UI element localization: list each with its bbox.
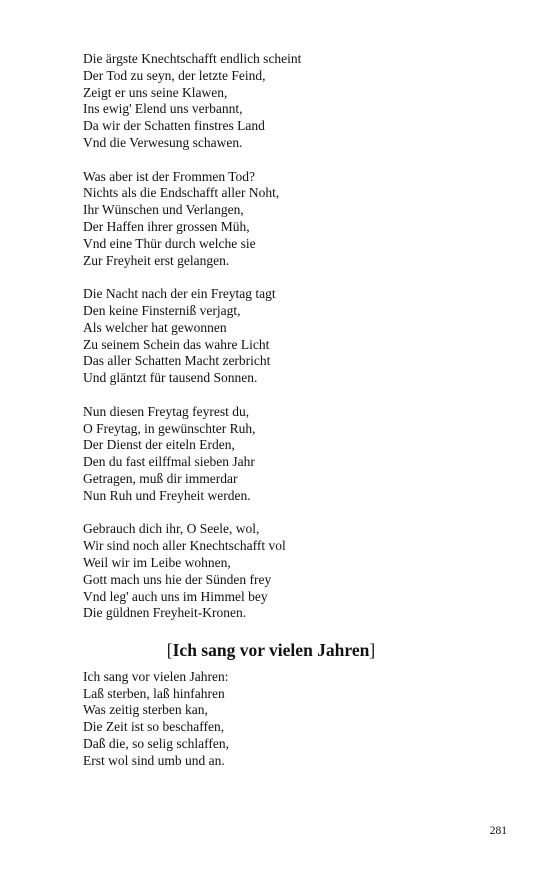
verse-line: Gebrauch dich ihr, O Seele, wol, bbox=[83, 521, 260, 537]
verse-line: Erst wol sind umb und an. bbox=[83, 752, 225, 768]
verse-line: Die Nacht nach der ein Freytag tagt bbox=[83, 286, 276, 302]
verse-line: Die güldnen Freyheit-Kronen. bbox=[83, 605, 247, 621]
bracket-close: ] bbox=[369, 639, 376, 660]
verse-line: Daß die, so selig schlaffen, bbox=[83, 736, 229, 752]
stanza bbox=[83, 669, 483, 770]
verse-line: Den du fast eilffmal sieben Jahr bbox=[83, 454, 255, 470]
verse-line: O Freytag, in gewünschter Ruh, bbox=[83, 420, 256, 436]
verse-line: Der Tod zu seyn, der letzte Feind, bbox=[83, 67, 266, 83]
verse-line: Die Zeit ist so beschaffen, bbox=[83, 719, 225, 735]
verse-line: Den keine Finsterniß verjagt, bbox=[83, 302, 241, 318]
verse-line: Ich sang vor vielen Jahren: bbox=[83, 668, 229, 684]
verse-line: Da wir der Schatten finstres Land bbox=[83, 118, 265, 134]
verse-line: Vnd eine Thür durch welche sie bbox=[83, 235, 256, 251]
verse-line: Als welcher hat gewonnen bbox=[83, 319, 227, 335]
verse-line: Vnd leg' auch uns im Himmel bey bbox=[83, 588, 268, 604]
verse-line: Was aber ist der Frommen Tod? bbox=[83, 168, 256, 184]
stanza bbox=[83, 404, 483, 505]
verse-line: Nun Ruh und Freyheit werden. bbox=[83, 487, 251, 503]
verse-line: Wir sind noch aller Knechtschafft vol bbox=[83, 538, 286, 554]
verse-line: Der Haffen ihrer grossen Müh, bbox=[83, 218, 250, 234]
verse-line: Der Dienst der eiteln Erden, bbox=[83, 437, 235, 453]
page-number: 281 bbox=[489, 825, 507, 837]
bracket-open: [ bbox=[166, 639, 173, 660]
verse-line: Nichts als die Endschafft aller Noht, bbox=[83, 185, 280, 201]
verse-line: Gott mach uns hie der Sünden frey bbox=[83, 571, 272, 587]
stanza bbox=[83, 51, 483, 152]
verse-line: Ihr Wünschen und Verlangen, bbox=[83, 202, 244, 218]
poem-title-text: Ich sang vor vielen Jahren bbox=[172, 639, 370, 660]
verse-line: Und gläntzt für tausend Sonnen. bbox=[83, 370, 258, 386]
verse-line: Vnd die Verwesung schawen. bbox=[83, 134, 243, 150]
verse-line: Zeigt er uns seine Klawen, bbox=[83, 84, 228, 100]
verse-line: Das aller Schatten Macht zerbricht bbox=[83, 353, 271, 369]
verse-line: Was zeitig sterben kan, bbox=[83, 702, 208, 718]
verse-line: Getragen, muß dir immerdar bbox=[83, 470, 238, 486]
verse-line: Nun diesen Freytag feyrest du, bbox=[83, 403, 250, 419]
verse-line: Zur Freyheit erst gelangen. bbox=[83, 252, 230, 268]
poem-text bbox=[83, 51, 483, 786]
verse-line: Zu seinem Schein das wahre Licht bbox=[83, 336, 270, 352]
verse-line: Weil wir im Leibe wohnen, bbox=[83, 554, 231, 570]
stanza bbox=[83, 169, 483, 270]
verse-line: Die ärgste Knechtschafft endlich scheint bbox=[83, 51, 302, 66]
verse-line: Ins ewig' Elend uns verbannt, bbox=[83, 101, 243, 117]
stanza bbox=[83, 286, 483, 387]
verse-line: Laß sterben, laß hinfahren bbox=[83, 685, 225, 701]
poem-title bbox=[83, 639, 459, 661]
stanza bbox=[83, 521, 483, 622]
